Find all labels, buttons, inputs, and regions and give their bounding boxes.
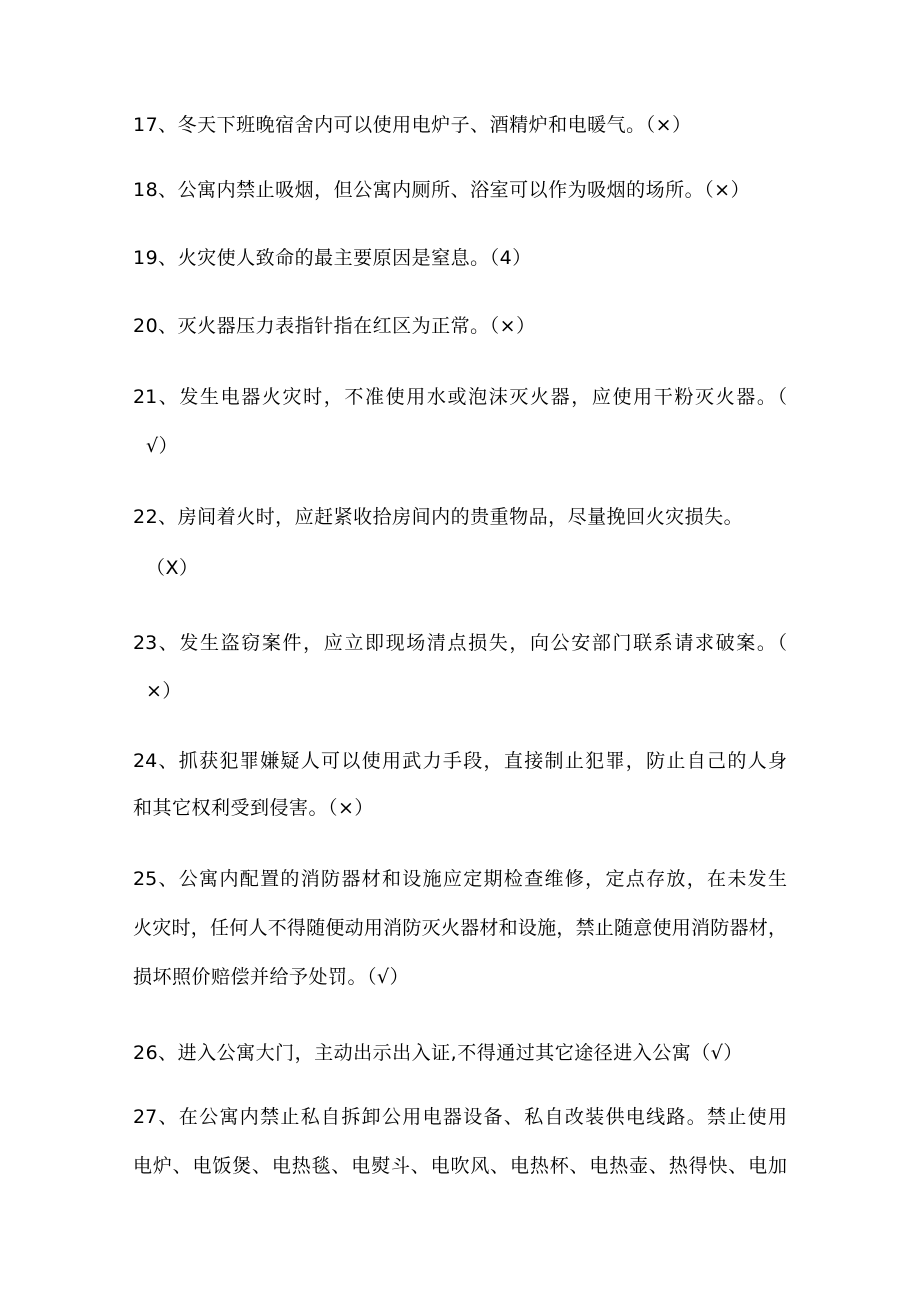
item-20-text: 20、灭火器压力表指针指在红区为正常。（×） [133, 315, 536, 337]
item-23-text: 23、发生盗窃案件，应立即现场清点损失，向公安部门联系请求破案。（ [133, 632, 787, 654]
item-24-line-1: 24、抓获犯罪嫌疑人可以使用武力手段，直接制止犯罪，防止自己的人身 [133, 750, 787, 772]
item-19-text: 19、火灾使人致命的最主要原因是窒息。（4） [133, 247, 532, 269]
item-22-answer: （X） [146, 557, 199, 579]
item-27-line-1: 27、在公寓内禁止私自拆卸公用电器设备、私自改装供电线路。禁止使用 [133, 1106, 787, 1128]
item-24-line-2: 和其它权利受到侵害。（×） [133, 797, 374, 819]
item-27-line-2: 电炉、电饭煲、电热毯、电熨斗、电吹风、电热杯、电热壶、热得快、电加 [133, 1155, 787, 1177]
item-26-text: 26、进入公寓大门，主动出示出入证,不得通过其它途径进入公寓（√） [133, 1042, 743, 1064]
item-25-line-2: 火灾时，任何人不得随便动用消防灭火器材和设施，禁止随意使用消防器材， [133, 917, 787, 939]
item-22-text: 22、房间着火时，应赶紧收拾房间内的贵重物品，尽量挽回火灾损失。 [133, 506, 744, 528]
item-23-answer: ×） [146, 680, 182, 702]
item-21-answer: √） [146, 435, 179, 457]
item-21-text: 21、发生电器火灾时，不准使用水或泡沫灭火器，应使用干粉灭火器。（ [133, 386, 787, 408]
item-25-line-1: 25、公寓内配置的消防器材和设施应定期检查维修，定点存放，在未发生 [133, 868, 787, 890]
item-17-text: 17、冬天下班晚宿舍内可以使用电炉子、酒精炉和电暖气。（×） [133, 114, 692, 136]
item-18-text: 18、公寓内禁止吸烟，但公寓内厕所、浴室可以作为吸烟的场所。（×） [133, 179, 751, 201]
item-25-line-3: 损坏照价赔偿并给予处罚。（√） [133, 966, 410, 988]
